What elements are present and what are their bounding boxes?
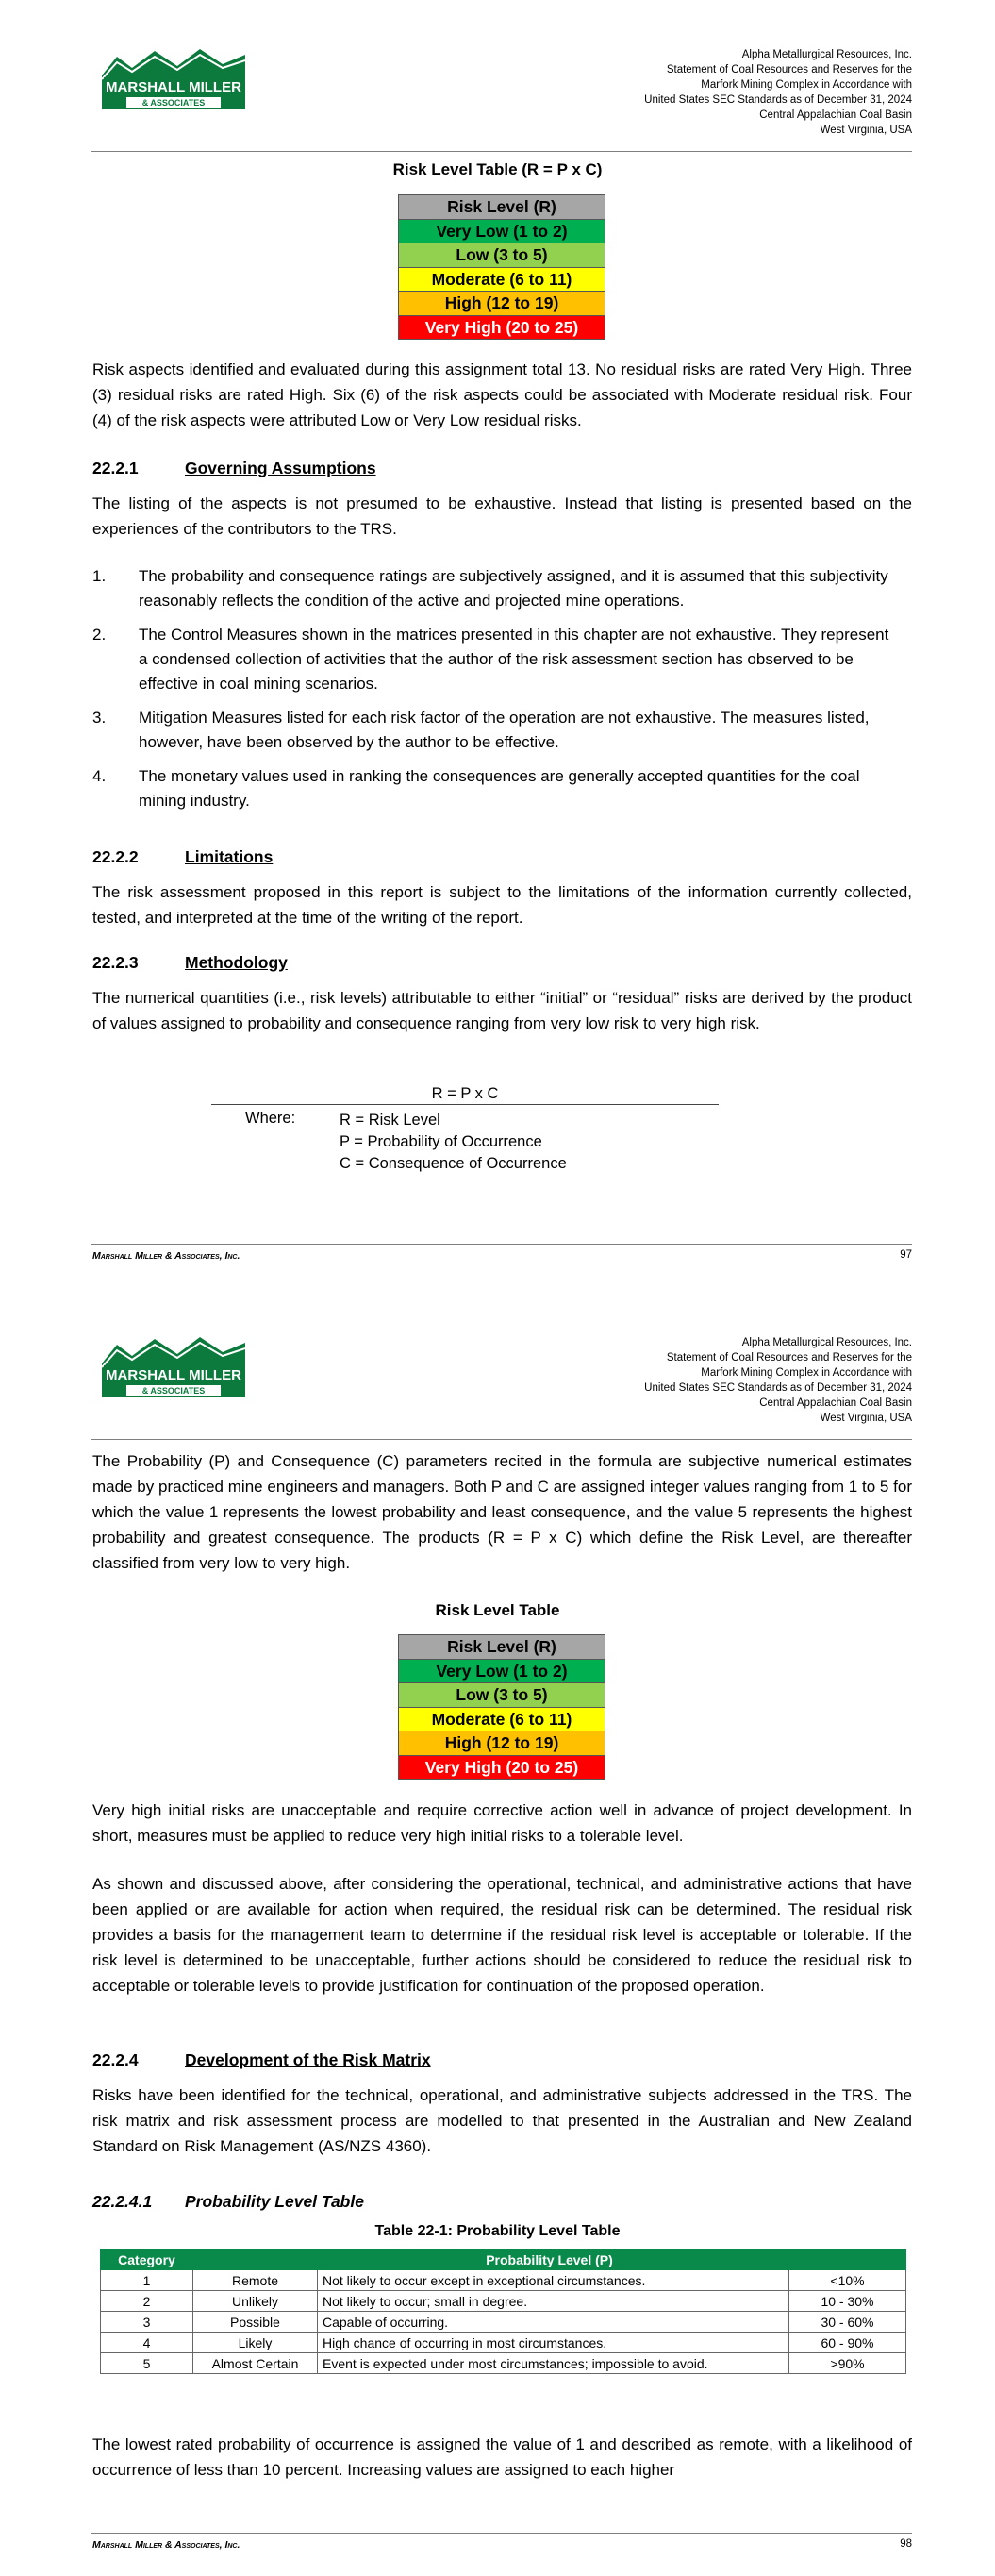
risk-level-row — [399, 1659, 605, 1683]
risk-level-cell: Moderate (6 to 11) — [399, 1707, 605, 1731]
table-caption: Table 22-1: Probability Level Table — [374, 2223, 621, 2239]
header-company: Alpha Metallurgical Resources, Inc. — [741, 1337, 912, 1348]
header-line2: Statement of Coal Resources and Reserves for the — [666, 64, 912, 75]
risk-level-cell: Very Low (1 to 2) — [399, 1659, 605, 1683]
parameters-paragraph: The Probability (P) and Consequence (C) parameters recited in the formula are subjective numerical estimates made by practiced mine engineers and managers. Both P and C are assigned integer values ranging from 1 to 5 for which the value 1 represents the lowest probability and least consequence, and the value 5 represents the highest probability and greatest consequence. The products (R = P x C) which define the Risk Level, are thereafter classified from very low to very high. — [92, 1452, 912, 1572]
footer-firm: Marshall Miller & Associates, Inc. — [92, 1250, 240, 1262]
risk-level-row — [399, 1683, 605, 1708]
marshall-miller-logo — [98, 43, 249, 112]
risk-level-cell: Moderate (6 to 11) — [399, 267, 605, 292]
risk-level-table — [398, 194, 605, 340]
table-row: 4 Likely High chance of occurring in most circumstances. 60 - 90% — [101, 2333, 906, 2353]
assumptions-list — [92, 564, 889, 823]
section-heading-22-2-1: 22.2.1 Governing Assumptions — [92, 459, 376, 477]
risk-level-cell: Very High (20 to 25) — [399, 1755, 605, 1780]
section-heading-22-2-4: 22.2.4 Development of the Risk Matrix — [92, 2050, 431, 2069]
svg-text:& ASSOCIATES: & ASSOCIATES — [141, 1386, 206, 1396]
risk-level-row — [399, 243, 605, 268]
svg-text:MARSHALL MILLER: MARSHALL MILLER — [106, 79, 241, 95]
header-line3: Marfork Mining Complex in Accordance with — [701, 79, 912, 91]
footer-rule — [91, 2533, 912, 2534]
risk-formula — [211, 1085, 719, 1172]
formula-equation: R = P x C — [211, 1085, 719, 1105]
risk-level-cell: Low (3 to 5) — [399, 1683, 605, 1708]
svg-text:& ASSOCIATES: & ASSOCIATES — [141, 98, 206, 108]
svg-text:MARSHALL MILLER: MARSHALL MILLER — [106, 1367, 241, 1383]
risk-table-title: Risk Level Table — [435, 1601, 560, 1619]
table-row: 1 Remote Not likely to occur except in exceptional circumstances. <10% — [101, 2270, 906, 2291]
page-number: 97 — [900, 1249, 912, 1261]
header-company: Alpha Metallurgical Resources, Inc. — [741, 49, 912, 60]
risk-level-cell: Risk Level (R) — [399, 1635, 605, 1660]
risk-level-row — [399, 219, 605, 243]
risk-level-cell: Low (3 to 5) — [399, 243, 605, 268]
page-header — [644, 1335, 912, 1426]
formula-where: Where: — [245, 1110, 296, 1127]
risk-level-cell: High (12 to 19) — [399, 292, 605, 316]
header-line6: West Virginia, USA — [820, 125, 912, 136]
risk-level-row — [399, 267, 605, 292]
risk-level-row — [399, 1707, 605, 1731]
formula-definitions: R = Risk Level P = Probability of Occurrence C = Consequence of Occurrence — [340, 1112, 567, 1172]
limitations-paragraph: The risk assessment proposed in this report is subject to the limitations of the information currently collected, tested, and interpreted at the time of the writing of the report. — [92, 883, 912, 927]
header-line3: Marfork Mining Complex in Accordance with — [701, 1367, 912, 1379]
risk-level-table — [398, 1634, 605, 1780]
list-item: 1. The probability and consequence ratings are subjectively assigned, and it is assumed that this subjectivity reasonably reflects the condition of the active and projected mine operations. — [92, 567, 888, 610]
table-header-row — [101, 2250, 906, 2270]
header-rule — [91, 1439, 912, 1440]
table-row: 2 Unlikely Not likely to occur; small in degree. 10 - 30% — [101, 2291, 906, 2312]
list-item: 3. Mitigation Measures listed for each risk factor of the operation are not exhaustive. The measures listed, however, have been observed by the author to be effective. — [92, 709, 870, 751]
intro-paragraph: Risk aspects identified and evaluated during this assignment total 13. No residual risks are rated Very High. Three (3) residual risks are rated High. Six (6) of the risk aspects could be associated with Moderate residual risk. Four (4) of the risk aspects were attributed Low or Very Low residual risks. — [92, 360, 912, 429]
page-98 — [0, 1288, 995, 2576]
subsection-heading-22-2-4-1: 22.2.4.1 Probability Level Table — [92, 2192, 364, 2211]
assumptions-paragraph: The listing of the aspects is not presumed to be exhaustive. Instead that listing is presented based on the experiences of the contributors to the TRS. — [92, 494, 912, 538]
risk-level-cell: Very High (20 to 25) — [399, 315, 605, 340]
risk-level-row — [399, 1755, 605, 1780]
risk-level-row — [399, 195, 605, 220]
section-heading-22-2-2: 22.2.2 Limitations — [92, 847, 274, 866]
header-rule — [91, 151, 912, 152]
probability-level-table — [100, 2249, 906, 2374]
risk-level-cell: Risk Level (R) — [399, 195, 605, 220]
footer-rule — [91, 1244, 912, 1245]
header-probability-level: Probability Level (P) — [193, 2250, 906, 2270]
footer-firm: Marshall Miller & Associates, Inc. — [92, 2539, 240, 2551]
risk-level-row — [399, 1635, 605, 1660]
risk-level-row — [399, 1731, 605, 1756]
header-line4: United States SEC Standards as of December 31, 2024 — [644, 94, 912, 106]
page-header — [644, 47, 912, 138]
table-row: 3 Possible Capable of occurring. 30 - 60% — [101, 2312, 906, 2333]
list-item: 4. The monetary values used in ranking the consequences are generally accepted quantities for the coal mining industry. — [92, 767, 860, 810]
header-line4: United States SEC Standards as of December 31, 2024 — [644, 1382, 912, 1394]
residual-risk-paragraph: As shown and discussed above, after considering the operational, technical, and administrative actions that have been applied or are available for action when required, the residual risk can be determined. The residual risk provides a basis for the management team to determine if the residual risk level is acceptable or tolerable. If the risk level is determined to be unacceptable, further actions should be considered to reduce the residual risk to acceptable or tolerable levels to provide justification for continuation of the proposed operation. — [92, 1875, 912, 1995]
risk-level-row — [399, 315, 605, 340]
section-heading-22-2-3: 22.2.3 Methodology — [92, 953, 288, 972]
marshall-miller-logo — [98, 1331, 249, 1400]
methodology-paragraph: The numerical quantities (i.e., risk levels) attributable to either “initial” or “residual” risks are derived by the product of values assigned to probability and consequence ranging from very low risk to very high risk. — [92, 989, 912, 1032]
very-high-risk-paragraph: Very high initial risks are unacceptable and require corrective action well in advance of project development. In short, measures must be applied to reduce very high initial risks to a tolerable level. — [92, 1801, 912, 1845]
risk-level-cell: Very Low (1 to 2) — [399, 219, 605, 243]
header-category: Category — [101, 2250, 193, 2270]
risk-table-title: Risk Level Table (R = P x C) — [392, 160, 603, 178]
page-number: 98 — [900, 2538, 912, 2550]
probability-paragraph: The lowest rated probability of occurrence is assigned the value of 1 and described as remote, with a likelihood of occurrence of less than 10 percent. Increasing values are assigned to each higher — [92, 2435, 912, 2479]
list-item: 2. The Control Measures shown in the matrices presented in this chapter are not exhaustive. They represent a condensed collection of activities that the author of the risk assessment section has observed to be effective in coal mining scenarios. — [92, 626, 889, 693]
header-line6: West Virginia, USA — [820, 1413, 912, 1424]
table-row: 5 Almost Certain Event is expected under most circumstances; impossible to avoid. >90% — [101, 2353, 906, 2374]
header-line5: Central Appalachian Coal Basin — [759, 1397, 912, 1409]
header-line5: Central Appalachian Coal Basin — [759, 109, 912, 121]
header-line2: Statement of Coal Resources and Reserves for the — [666, 1352, 912, 1363]
risk-level-row — [399, 292, 605, 316]
risk-level-cell: High (12 to 19) — [399, 1731, 605, 1756]
risk-matrix-paragraph: Risks have been identified for the technical, operational, and administrative subjects addressed in the TRS. The risk matrix and risk assessment process are modelled to that presented in the Australian and New Zealand Standard on Risk Management (AS/NZS 4360). — [92, 2086, 912, 2155]
